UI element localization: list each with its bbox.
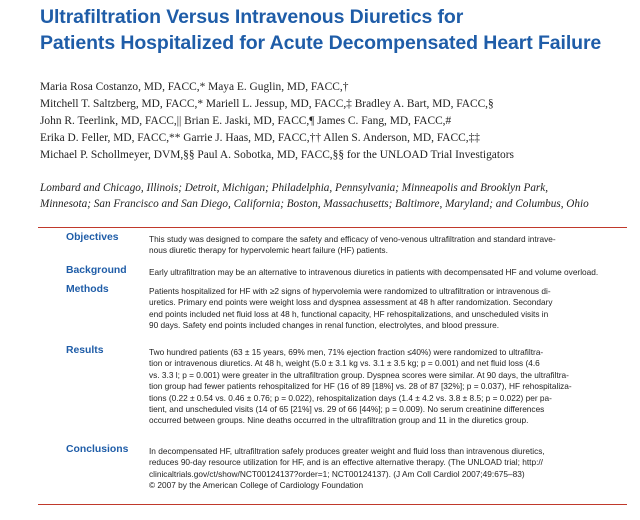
affiliation-line: Minnesota; San Francisco and San Diego, California; Boston, Massachusetts; Baltimore, Maryland; and Columbus, Ohio [40, 198, 589, 210]
text-line: In decompensated HF, ultrafiltration safely produces greater weight and fluid loss than intravenous diuretics, [149, 446, 545, 456]
affiliations [40, 180, 630, 212]
text-line: Patients hospitalized for HF with ≥2 signs of hypervolemia were randomized to ultrafiltration or intravenous di- [149, 286, 551, 296]
author-line: Erika D. Feller, MD, FACC,** Garrie J. Haas, MD, FACC,†† Allen S. Anderson, MD, FACC,‡‡ [40, 132, 480, 144]
objectives-text [149, 234, 621, 257]
title-line: Ultrafiltration Versus Intravenous Diuretics for [40, 6, 464, 28]
text-line: vs. 3.3 l; p = 0.001) were greater in the ultrafiltration group. Dyspnea scores were similar. At 90 days, the ultrafiltra- [149, 369, 569, 380]
section-label-objectives: Objectives [66, 232, 119, 243]
article-title [40, 4, 630, 56]
text-line: This study was designed to compare the safety and efficacy of veno-venous ultrafiltration and standard intrave- [149, 234, 556, 244]
text-line: tient, and unscheduled visits (14 of 65 [21%] vs. 29 of 66 [44%]; p = 0.009). No serum creatinine differences [149, 404, 545, 415]
author-list [40, 79, 630, 164]
structured-abstract [38, 227, 627, 505]
author-line: Mitchell T. Saltzberg, MD, FACC,* Mariell L. Jessup, MD, FACC,‡ Bradley A. Bart, MD, FACC,§ [40, 98, 494, 110]
text-line: tion or intravenous diuretics. At 48 h, weight (5.0 ± 3.1 kg vs. 3.1 ± 3.5 kg; p = 0.001) and net fluid loss (4.6 [149, 358, 540, 369]
section-label-conclusions: Conclusions [66, 444, 129, 455]
text-line: reduces 90-day resource utilization for HF, and is an effective alternative therapy. (The UNLOAD trial; http:// [149, 457, 543, 468]
text-line: clinicaltrials.gov/ct/show/NCT00124137?order=1; NCT00124137). (J Am Coll Cardiol 2007;49:675–83) [149, 468, 525, 479]
section-label-results: Results [66, 345, 104, 356]
text-line: end points included net fluid loss at 48 h, functional capacity, HF rehospitalizations, and unscheduled visits in [149, 308, 549, 319]
section-label-background: Background [66, 265, 127, 276]
text-line: © 2007 by the American College of Cardiology Foundation [149, 480, 364, 491]
methods-text [149, 286, 621, 332]
author-line: Michael P. Schollmeyer, DVM,§§ Paul A. Sobotka, MD, FACC,§§ for the UNLOAD Trial Investigators [40, 149, 514, 161]
title-line: Patients Hospitalized for Acute Decompensated Heart Failure [40, 32, 602, 54]
text-line: Two hundred patients (63 ± 15 years, 69% men, 71% ejection fraction ≤40%) were randomized to ultrafiltra- [149, 347, 544, 357]
background-text [149, 267, 621, 278]
text-line: Early ultrafiltration may be an alternative to intravenous diuretics in patients with decompensated HF and volume overload. [149, 267, 599, 277]
text-line: 90 days. Safety end points included changes in renal function, electrolytes, and blood pressure. [149, 320, 500, 331]
text-line: tion group had fewer patients rehospitalized for HF (16 of 89 [18%] vs. 28 of 87 [32%]; p = 0.037), HF rehospitaliza- [149, 381, 572, 392]
section-label-methods: Methods [66, 284, 109, 295]
text-line: nous diuretic therapy for hypervolemic heart failure (HF) patients. [149, 245, 388, 256]
text-line: uretics. Primary end points were weight loss and dyspnea assessment at 48 h after randomization. Secondary [149, 297, 553, 308]
author-line: Maria Rosa Costanzo, MD, FACC,* Maya E. Guglin, MD, FACC,† [40, 81, 349, 93]
results-text [149, 347, 621, 427]
text-line: occurred between groups. Nine deaths occurred in the ultrafiltration group and 11 in the diuretics group. [149, 415, 529, 426]
affiliation-line: Lombard and Chicago, Illinois; Detroit, Michigan; Philadelphia, Pennsylvania; Minneapolis and Brooklyn Park, [40, 182, 549, 194]
conclusions-text [149, 446, 621, 492]
text-line: tions (0.22 ± 0.54 vs. 0.46 ± 0.76; p = 0.022), rehospitalization days (1.4 ± 4.2 vs. 3.8 ± 8.5; p = 0.022) per pa- [149, 392, 552, 403]
author-line: John R. Teerlink, MD, FACC,|| Brian E. Jaski, MD, FACC,¶ James C. Fang, MD, FACC,# [40, 115, 452, 127]
